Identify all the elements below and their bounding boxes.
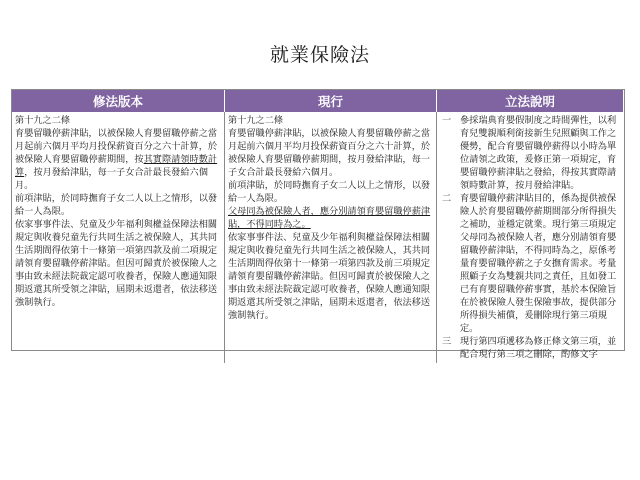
- document-title: 就業保險法: [269, 44, 370, 66]
- amended-paragraph-1: 育嬰留職停薪津貼，以被保險人育嬰留職停薪之當月起前六個月平均月投保薪資百分之六十計算，於被保險人育嬰留職停薪期間，按其實際請領時數計算，按月發給津貼，每一子女合計最長發給六個月。: [15, 128, 218, 191]
- amended-paragraph-2: 前項津貼，於同時撫育子女二人以上之情形，以發給一人為限。: [15, 193, 218, 217]
- current-paragraph-4: 依家事事件法、兒童及少年福利與權益保障法相關規定與收養兒童先行共同生活之被保險人，其共同生活期間得依第十一條第一項第四款及前三項規定請領育嬰留職停薪津貼。但因可歸責於被保險人之事由致未經法院裁定認可收養者，保險人應通知限期返還其所受領之津貼，屆期未返還者，依法移送強制執行。: [228, 232, 431, 321]
- amended-column: [12, 112, 225, 363]
- item-number: 三: [442, 336, 452, 347]
- current-article: 第十九之二條: [228, 115, 284, 126]
- current-paragraph-2: 前項津貼，於同時撫育子女二人以上之情形，以發給一人為限。: [228, 180, 431, 204]
- item-text: 參採瑞典育嬰假制度之時間彈性，以利育兒雙親順利銜接新生兒照顧與工作之優勢，配合育嬰留職停薪得以小時為單位請領之政策，爰修正第一項規定，育嬰留職停薪津貼之發給，得按其實際請領時數計算，按月發給津貼。: [460, 115, 617, 191]
- item-number: 一: [442, 115, 452, 126]
- explanation-column: [437, 112, 624, 363]
- amended-article: 第十九之二條: [15, 115, 71, 126]
- current-column: [225, 112, 437, 363]
- comparison-table: [11, 89, 625, 360]
- explanation-item: [440, 192, 621, 335]
- item-number: 二: [442, 193, 452, 204]
- amended-underlined-text: 其實際請領時數計算: [15, 154, 218, 178]
- header-current: 現行: [225, 90, 437, 112]
- header-amended: 修法版本: [12, 90, 225, 112]
- current-paragraph-1: 育嬰留職停薪津貼，以被保險人育嬰留職停薪之當月起前六個月平均月投保薪資百分之六十計算，於被保險人育嬰留職停薪期間，按月發給津貼，每一子女合計最長發給六個月。: [228, 128, 431, 178]
- current-paragraph-3-deleted: 父母同為被保險人者，應分別請領育嬰留職停薪津貼，不得同時為之。: [228, 206, 431, 230]
- explanation-item: [440, 114, 621, 192]
- item-text: 育嬰留職停薪津貼目的，係為提供被保險人於育嬰留職停薪期間部分所得損失之補助，並穩定就業。現行第三項規定父母同為被保險人者，應分別請領育嬰留職停薪津貼，不得同時為之，原係考量育嬰留職停薪之子女撫育需求。考量照顧子女為雙親共同之責任，且如發工已有育嬰留職停薪事實，基於本保險旨在於被保險人發生保險事故，提供部分所得損失補償，爰刪除現行第三項規定。: [460, 193, 617, 334]
- item-text: 現行第四項遞移為修正條文第三項，並配合現行第三項之刪除，酌修文字: [460, 336, 617, 360]
- header-explanation: 立法說明: [437, 90, 624, 112]
- amended-paragraph-3: 依家事事件法、兒童及少年福利與權益保障法相關規定與收養兒童先行共同生活之被保險人，其共同生活期間得依第十一條第一項第四款及前二項規定請領育嬰留職停薪津貼。但因可歸責於被保險人之事由致未經法院裁定認可收養者，保險人應通知限期返還其所受領之津貼，屆期未返還者，依法移送強制執行。: [15, 219, 218, 308]
- explanation-item: [440, 335, 621, 361]
